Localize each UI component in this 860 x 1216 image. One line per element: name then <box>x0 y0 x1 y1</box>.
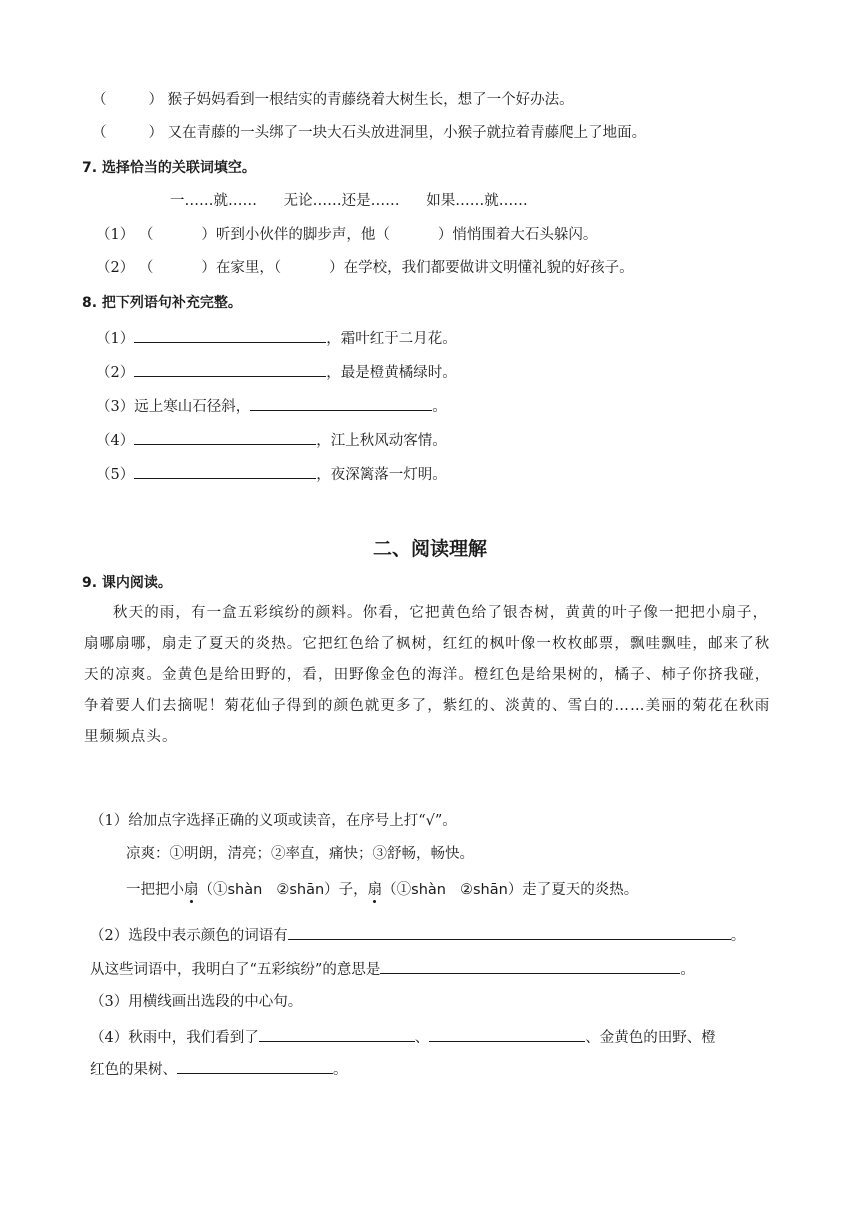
fill-blank[interactable] <box>429 1026 585 1042</box>
q6-item-text: 又在青藤的一头绑了一块大石头放进洞里，小猴子就拉着青藤爬上了地面。 <box>167 125 647 141</box>
item-number: （2） <box>96 365 135 381</box>
q8-item-1 <box>96 327 457 349</box>
option-1: 一……就…… <box>170 193 257 209</box>
text: 、金黄色的田野、橙 <box>585 1030 716 1046</box>
question-text: （2）选段中表示颜色的词语有 <box>90 928 288 944</box>
item-text: 悄悄围着大石头躲闪。 <box>452 227 598 243</box>
fill-blank[interactable] <box>177 1058 333 1074</box>
q9-sub3: （3）用横线画出选段的中心句。 <box>90 994 303 1010</box>
item-number: （1） <box>96 331 135 347</box>
q8-item-2 <box>96 361 457 383</box>
text: 。 <box>333 1062 348 1078</box>
question-text: （4）秋雨中，我们看到了 <box>90 1030 259 1046</box>
item-number: （2） <box>96 260 135 276</box>
q8-item-3 <box>96 395 447 417</box>
option-label[interactable]: ② <box>459 882 473 898</box>
section-title: 二、阅读理解 <box>372 538 487 560</box>
text: 一把把小 <box>126 882 184 898</box>
item-text: 在家里， <box>215 260 274 276</box>
fill-blank[interactable] <box>380 958 680 974</box>
question-text: 红色的果树、 <box>90 1062 177 1078</box>
q9-sub1-definitions: 凉爽：①明朗，清亮；②率直，痛快；③舒畅，畅快。 <box>126 846 474 862</box>
q9-sub2-line2 <box>90 958 695 980</box>
fill-blank[interactable] <box>250 395 432 411</box>
option-label[interactable]: （① <box>382 882 412 898</box>
fill-blank[interactable] <box>134 327 326 343</box>
item-text: 。 <box>432 399 447 415</box>
item-number: （1） <box>96 227 135 243</box>
dotted-character: 扇 <box>367 882 383 898</box>
q6-item-text: 猴子妈妈看到一根结实的青藤绕着大树生长，想了一个好办法。 <box>167 92 574 108</box>
option-2: 无论……还是…… <box>283 193 400 209</box>
item-number: （4） <box>96 433 135 449</box>
q7-item-2 <box>96 258 634 278</box>
q9-sub2-line1 <box>90 924 745 946</box>
text: 。 <box>680 962 695 978</box>
answer-paren-close: ） <box>437 227 453 243</box>
q6-item-row2 <box>92 123 646 143</box>
pinyin-option[interactable]: shān <box>472 882 508 898</box>
answer-paren-close: ） <box>148 92 163 108</box>
reading-passage: 秋天的雨，有一盒五彩缤纷的颜料。你看，它把黄色给了银杏树，黄黄的叶子像一把把小扇子，扇哪扇哪，扇走了夏天的炎热。它把红色给了枫树，红红的枫叶像一枚枚邮票，飘哇飘哇，邮来了秋天的凉爽。金黄色是给田野的，看，田野像金色的海洋。橙红色是给果树的，橘子、柿子你挤我碰，争着要人们去摘呢！菊花仙子得到的颜色就更多了，紫红的、淡黄的、雪白的……美丽的菊花在秋雨里频频点头。 <box>84 605 771 745</box>
answer-paren-open: （ <box>375 227 390 243</box>
answer-paren-close: ） <box>329 260 344 276</box>
q9-sub1-pinyin-choice <box>126 880 638 900</box>
fill-blank[interactable] <box>288 924 731 940</box>
fill-blank[interactable] <box>134 463 316 479</box>
answer-paren-close: ） <box>148 125 163 141</box>
q8-title: 8. 把下列语句补充完整。 <box>82 295 242 311</box>
option-label[interactable]: （① <box>198 882 228 898</box>
pinyin-option[interactable]: shān <box>289 882 325 898</box>
answer-paren-open: （ <box>138 260 154 276</box>
fill-blank[interactable] <box>134 361 326 377</box>
q7-item-1 <box>96 225 597 245</box>
text: 。 <box>730 928 746 944</box>
q6-item-row1 <box>92 90 574 110</box>
item-text: 远上寒山石径斜， <box>134 399 251 415</box>
item-number: （3） <box>96 399 135 415</box>
item-text: 听到小伙伴的脚步声，他 <box>215 227 376 243</box>
q8-item-4 <box>96 429 447 451</box>
dotted-character: 扇 <box>184 882 199 898</box>
question-text: 从这些词语中，我明白了“五彩缤纷”的意思是 <box>90 962 381 978</box>
option-3: 如果……就…… <box>426 193 528 209</box>
answer-paren-open: （ <box>138 227 154 243</box>
q7-options <box>170 191 528 211</box>
q7-title: 7. 选择恰当的关联词填空。 <box>82 160 256 176</box>
fill-blank[interactable] <box>134 429 316 445</box>
item-text: ，霜叶红于二月花。 <box>326 331 457 347</box>
answer-paren-open: （ <box>92 125 107 141</box>
answer-paren-open: （ <box>92 92 107 108</box>
text: ）子， <box>324 882 368 898</box>
item-number: （5） <box>96 467 135 483</box>
q9-title: 9. 课内阅读。 <box>82 575 172 591</box>
q8-item-5 <box>96 463 447 485</box>
q9-sub1-question: （1）给加点字选择正确的义项或读音，在序号上打“√”。 <box>90 813 457 829</box>
text: 、 <box>414 1030 430 1046</box>
item-text: ，最是橙黄橘绿时。 <box>326 365 457 381</box>
q9-sub4-line2 <box>90 1058 348 1080</box>
text: ）走了夏天的炎热。 <box>507 882 639 898</box>
answer-paren-close: ） <box>201 260 216 276</box>
item-text: 在学校，我们都要做讲文明懂礼貌的好孩子。 <box>343 260 634 276</box>
item-text: ，江上秋风动客情。 <box>316 433 447 449</box>
answer-paren-close: ） <box>201 227 216 243</box>
pinyin-option[interactable]: shàn <box>411 882 446 898</box>
option-label[interactable]: ② <box>276 882 290 898</box>
q9-sub4-line1 <box>90 1026 716 1048</box>
answer-paren-open: （ <box>273 260 282 276</box>
fill-blank[interactable] <box>259 1026 415 1042</box>
item-text: ，夜深篱落一灯明。 <box>316 467 447 483</box>
pinyin-option[interactable]: shàn <box>227 882 263 898</box>
